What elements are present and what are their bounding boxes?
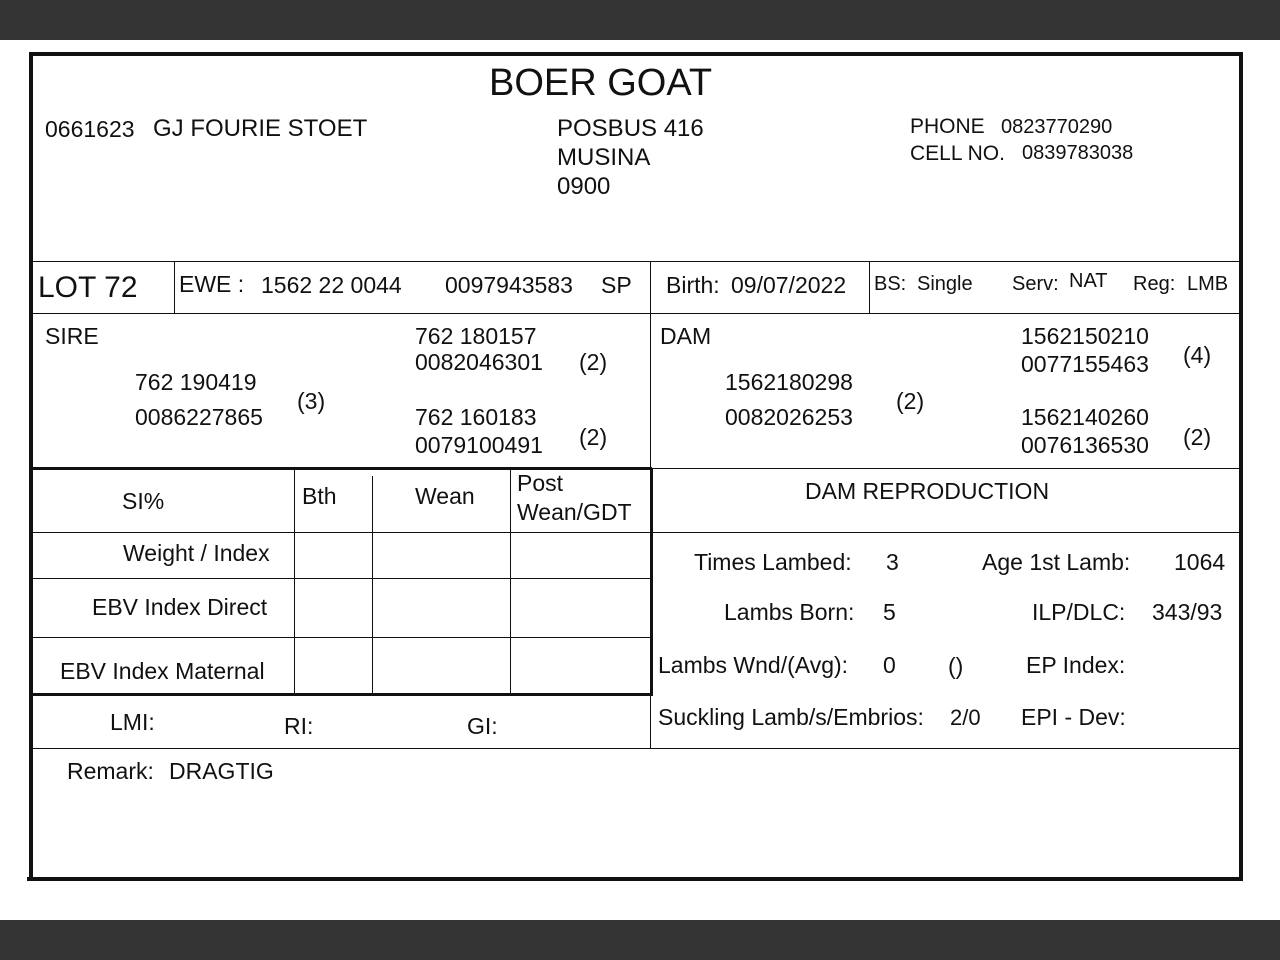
remark-label: Remark: xyxy=(67,758,154,784)
lambs-weaned-average: () xyxy=(948,653,964,679)
dam-dam-reg-number: 0076136530 xyxy=(1021,432,1149,458)
dam-label: DAM xyxy=(660,323,712,349)
rule-header-bottom xyxy=(33,261,1239,262)
dam-dam-id: 1562140260 xyxy=(1021,404,1149,430)
phone-value: 0823770290 xyxy=(1001,116,1113,138)
rule-table-bottom xyxy=(33,693,652,696)
birth-label: Birth: xyxy=(666,272,720,298)
divider-table-right xyxy=(650,468,653,696)
si-percent-label: SI% xyxy=(122,488,165,514)
ilp-dlc-label: ILP/DLC: xyxy=(1032,599,1126,625)
row-label-ebv-direct: EBV Index Direct xyxy=(92,594,268,620)
bs-label: BS: xyxy=(874,273,907,295)
card-title: BOER GOAT xyxy=(489,62,713,104)
dam-reg-number: 0082026253 xyxy=(725,404,853,430)
sire-dam-id: 762 160183 xyxy=(415,404,537,430)
lambs-weaned-value: 0 xyxy=(883,652,896,678)
sire-count: (3) xyxy=(297,388,326,414)
dam-dam-count: (2) xyxy=(1183,424,1212,450)
row-label-ebv-maternal: EBV Index Maternal xyxy=(60,658,265,684)
remark-value: DRAGTIG xyxy=(169,758,274,784)
rule-remark-top xyxy=(33,748,1239,749)
row-label-weight-index: Weight / Index xyxy=(123,540,270,566)
top-bar xyxy=(0,0,1280,40)
lmi-label: LMI: xyxy=(110,709,155,735)
birth-date: 09/07/2022 xyxy=(731,272,847,298)
ewe-label: EWE : xyxy=(179,271,245,297)
ewe-code: SP xyxy=(601,272,632,298)
sire-reg-number: 0086227865 xyxy=(135,404,263,430)
age-first-lamb-label: Age 1st Lamb: xyxy=(982,549,1131,575)
dam-sire-reg-number: 0077155463 xyxy=(1021,351,1149,377)
sire-id: 762 190419 xyxy=(135,369,257,395)
column-header-post-wean-gdt: Wean/GDT xyxy=(517,499,632,525)
address-line-2: MUSINA xyxy=(557,144,651,171)
lambs-weaned-label: Lambs Wnd/(Avg): xyxy=(658,652,849,678)
sire-sire-id: 762 180157 xyxy=(415,323,537,349)
ep-index-label: EP Index: xyxy=(1026,652,1126,678)
serv-label: Serv: xyxy=(1012,273,1059,295)
sire-label: SIRE xyxy=(45,323,99,349)
age-first-lamb-value: 1064 xyxy=(1174,549,1226,575)
cell-value: 0839783038 xyxy=(1022,142,1134,164)
sire-sire-count: (2) xyxy=(579,349,608,375)
dam-sire-id: 1562150210 xyxy=(1021,323,1149,349)
column-header-wean: Wean xyxy=(415,483,475,509)
rule-lot-bottom xyxy=(33,313,1239,314)
reg-label: Reg: xyxy=(1133,273,1176,295)
column-header-post: Post xyxy=(517,470,564,496)
suckling-lambs-value: 2/0 xyxy=(950,705,981,730)
cell-label: CELL NO. xyxy=(910,142,1005,165)
dam-sire-count: (4) xyxy=(1183,342,1212,368)
address-line-3: 0900 xyxy=(557,173,611,200)
sire-dam-reg-number: 0079100491 xyxy=(415,432,543,458)
breeder-id: 0661623 xyxy=(45,116,135,142)
bs-value: Single xyxy=(917,273,973,295)
times-lambed-value: 3 xyxy=(886,549,899,575)
divider-col-post xyxy=(510,470,511,694)
lambs-born-label: Lambs Born: xyxy=(724,599,855,625)
divider-col-bth xyxy=(294,470,295,694)
times-lambed-label: Times Lambed: xyxy=(694,549,852,575)
card-border-bottom xyxy=(27,877,1241,881)
address-line-1: POSBUS 416 xyxy=(557,115,704,142)
ewe-reg-number: 0097943583 xyxy=(445,272,573,298)
breeder-name: GJ FOURIE STOET xyxy=(153,115,368,142)
serv-value: NAT xyxy=(1069,270,1108,292)
dam-reproduction-title: DAM REPRODUCTION xyxy=(805,478,1050,504)
lot-number: LOT 72 xyxy=(38,271,138,304)
lambs-born-value: 5 xyxy=(883,599,896,625)
ewe-id: 1562 22 0044 xyxy=(261,272,402,298)
bottom-bar xyxy=(0,920,1280,960)
phone-label: PHONE xyxy=(910,115,985,138)
sire-sire-reg-number: 0082046301 xyxy=(415,349,543,375)
divider-col-wean xyxy=(372,476,373,694)
column-header-bth: Bth xyxy=(302,483,337,509)
ilp-dlc-value: 343/93 xyxy=(1152,599,1223,625)
divider-birth-bs xyxy=(869,261,870,313)
rule-row-weight xyxy=(33,578,650,579)
ri-label: RI: xyxy=(284,713,314,739)
dam-count: (2) xyxy=(896,388,925,414)
rule-pedigree-bottom-right xyxy=(652,468,1239,469)
rule-table-header-bottom xyxy=(33,532,1239,533)
card-border-top xyxy=(29,52,1243,56)
reg-value: LMB xyxy=(1187,273,1229,295)
rule-row-direct xyxy=(33,637,650,638)
epi-dev-label: EPI - Dev: xyxy=(1021,704,1126,730)
card-border-right xyxy=(1239,52,1243,881)
divider-lot-ewe xyxy=(174,261,175,313)
gi-label: GI: xyxy=(467,713,498,739)
sire-dam-count: (2) xyxy=(579,424,608,450)
dam-id: 1562180298 xyxy=(725,369,853,395)
suckling-lambs-label: Suckling Lamb/s/Embrios: xyxy=(658,704,924,730)
